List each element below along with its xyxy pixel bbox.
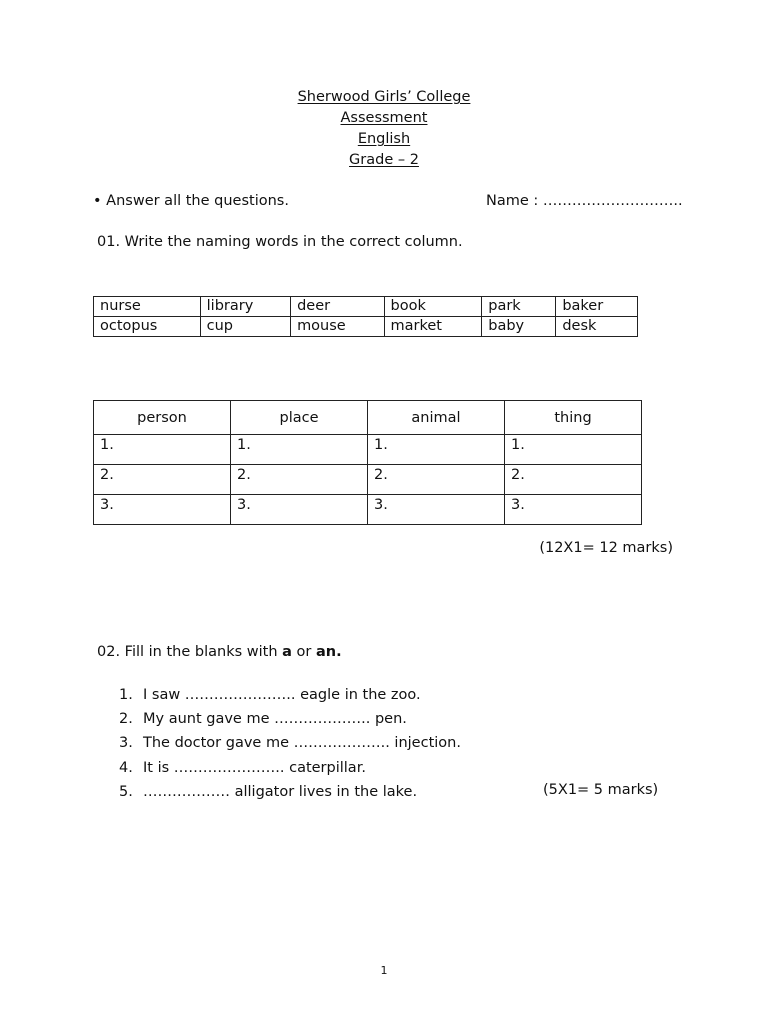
answer-cell: 1. <box>368 435 505 465</box>
q1-marks: (12X1= 12 marks) <box>539 540 673 556</box>
word-cell: library <box>200 297 290 317</box>
word-cell: baker <box>556 297 638 317</box>
column-header-person: person <box>94 401 231 435</box>
answer-cell: 1. <box>231 435 368 465</box>
q2-question <box>97 644 342 660</box>
word-cell: park <box>482 297 556 317</box>
item-number: 5. <box>119 783 133 800</box>
answer-cell: 2. <box>505 465 642 495</box>
item-text: It is ………………….. caterpillar. <box>143 759 366 776</box>
word-cell: market <box>384 317 482 337</box>
table-row <box>94 435 642 465</box>
answer-cell: 2. <box>231 465 368 495</box>
word-cell: octopus <box>94 317 201 337</box>
word-cell: desk <box>556 317 638 337</box>
answer-cell: 3. <box>368 495 505 525</box>
q1-question: 01. Write the naming words in the correct column. <box>97 234 463 250</box>
word-cell: cup <box>200 317 290 337</box>
answer-cell: 3. <box>231 495 368 525</box>
item-number: 4. <box>119 759 133 776</box>
word-cell: nurse <box>94 297 201 317</box>
item-number: 2. <box>119 711 133 728</box>
grade-title: Grade – 2 <box>349 152 419 168</box>
column-header-place: place <box>231 401 368 435</box>
bullet: • <box>93 193 102 209</box>
or-word: or <box>291 644 316 660</box>
column-header-thing: thing <box>505 401 642 435</box>
item-number: 1. <box>119 687 133 703</box>
table-row <box>94 465 642 495</box>
item-text: My aunt gave me ……………….. pen. <box>143 711 407 728</box>
word-cell: deer <box>291 297 384 317</box>
answer-cell: 1. <box>94 435 231 465</box>
sorting-table <box>93 400 642 525</box>
word-bank-row <box>94 317 638 337</box>
word-bank-row <box>94 297 638 317</box>
answer-cell: 1. <box>505 435 642 465</box>
item-number: 3. <box>119 735 133 752</box>
q2-question-prefix: 02. Fill in the blanks with <box>97 644 283 660</box>
table-row <box>94 495 642 525</box>
school-name: Sherwood Girls’ College <box>297 89 471 105</box>
word-cell: baby <box>482 317 556 337</box>
answer-cell: 2. <box>94 465 231 495</box>
assessment-title: Assessment <box>340 110 428 126</box>
word-cell: mouse <box>291 317 384 337</box>
word-cell: book <box>384 297 482 317</box>
item-text: The doctor gave me ……………….. injection. <box>143 735 461 752</box>
column-header-animal: animal <box>368 401 505 435</box>
instruction-line <box>93 193 289 209</box>
item-text: I saw ………………….. eagle in the zoo. <box>143 687 421 703</box>
answer-cell: 3. <box>505 495 642 525</box>
item-text: ……………… alligator lives in the lake. <box>143 783 418 800</box>
option-a: a <box>282 644 292 660</box>
answer-cell: 2. <box>368 465 505 495</box>
name-field: Name : ……………………….. <box>486 193 683 209</box>
answer-cell: 3. <box>94 495 231 525</box>
instruction-text: Answer all the questions. <box>106 193 289 209</box>
q2-marks: (5X1= 5 marks) <box>543 782 659 798</box>
page-number: 1 <box>380 964 388 977</box>
sorting-header-row <box>94 401 642 435</box>
option-an: an. <box>315 644 342 660</box>
subject-title: English <box>357 131 411 147</box>
word-bank-table <box>93 296 638 337</box>
